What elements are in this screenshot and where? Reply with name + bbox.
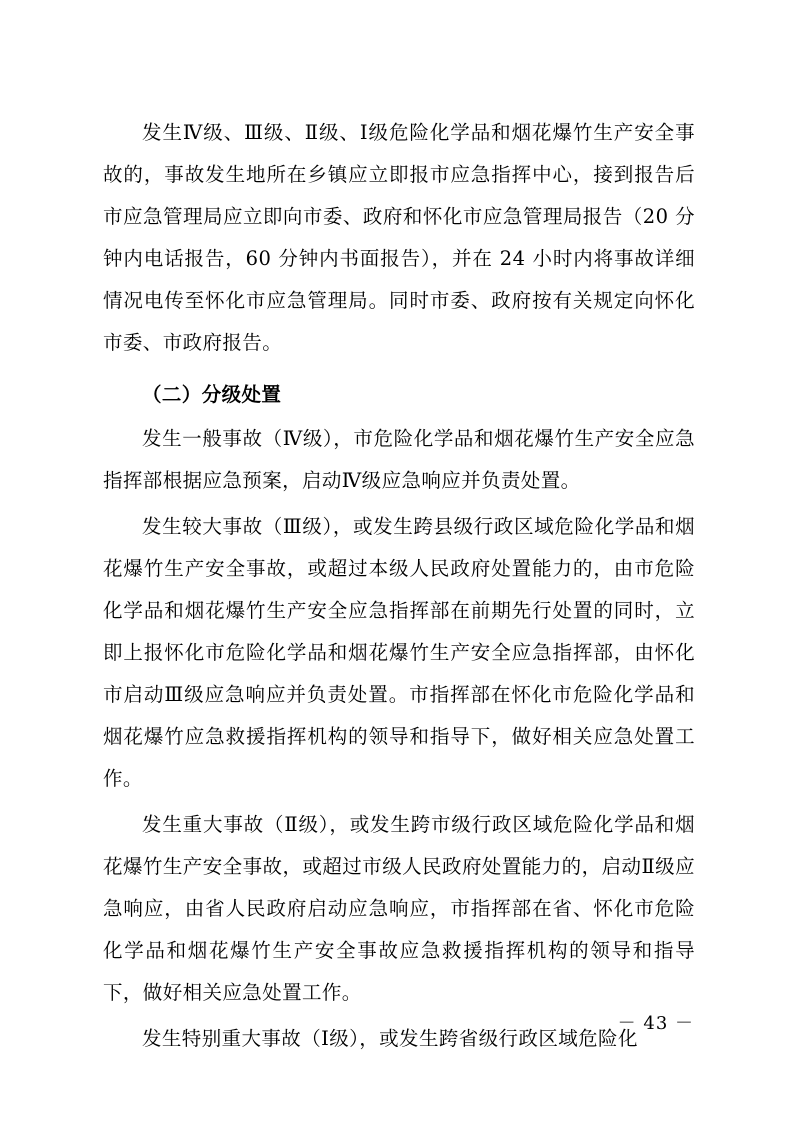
paragraph-level-3-incident: 发生较大事故（Ⅲ级），或发生跨县级行政区域危险化学品和烟花爆竹生产安全事故，或超过本级人民政府处置能力的，由市危险化学品和烟花爆竹生产安全应急指挥部在前期先行处置的同时，立即上报怀化市危险化学品和烟花爆竹生产安全应急指挥部，由怀化市启动Ⅲ级应急响应并负责处置。市指挥部在怀化市危险化学品和烟花爆竹应急救援指挥机构的领导和指导下，做好相关应急处置工作。	[103, 515, 695, 790]
page-body	[103, 112, 695, 1060]
page-number: － 43 －	[617, 1013, 694, 1034]
paragraph-level-1-incident: 发生特别重大事故（Ⅰ级），或发生跨省级行政区域危险化	[142, 1027, 638, 1050]
paragraph-level-4-incident: 发生一般事故（Ⅳ级），市危险化学品和烟花爆竹生产安全应急指挥部根据应急预案，启动Ⅳ级应急响应并负责处置。	[103, 427, 695, 492]
paragraph-level-2-incident: 发生重大事故（Ⅱ级），或发生跨市级行政区域危险化学品和烟花爆竹生产安全事故，或超过市级人民政府处置能力的，启动Ⅱ级应急响应，由省人民政府启动应急响应，市指挥部在省、怀化市危险化学品和烟花爆竹生产安全事故应急救援指挥机构的领导和指导下，做好相关应急处置工作。	[103, 813, 695, 1004]
section-heading-graded-disposal: （二）分级处置	[142, 383, 282, 406]
paragraph-reporting-procedure: 发生Ⅳ级、Ⅲ级、Ⅱ级、Ⅰ级危险化学品和烟花爆竹生产安全事故的，事故发生地所在乡镇应立即报市应急指挥中心，接到报告后市应急管理局应立即向市委、政府和怀化市应急管理局报告（20 分钟内电话报告，60 分钟内书面报告），并在 24 小时内将事故详细情况电传至怀化市应急管理局。同时市委、政府按有关规定向怀化市委、市政府报告。	[103, 121, 695, 354]
